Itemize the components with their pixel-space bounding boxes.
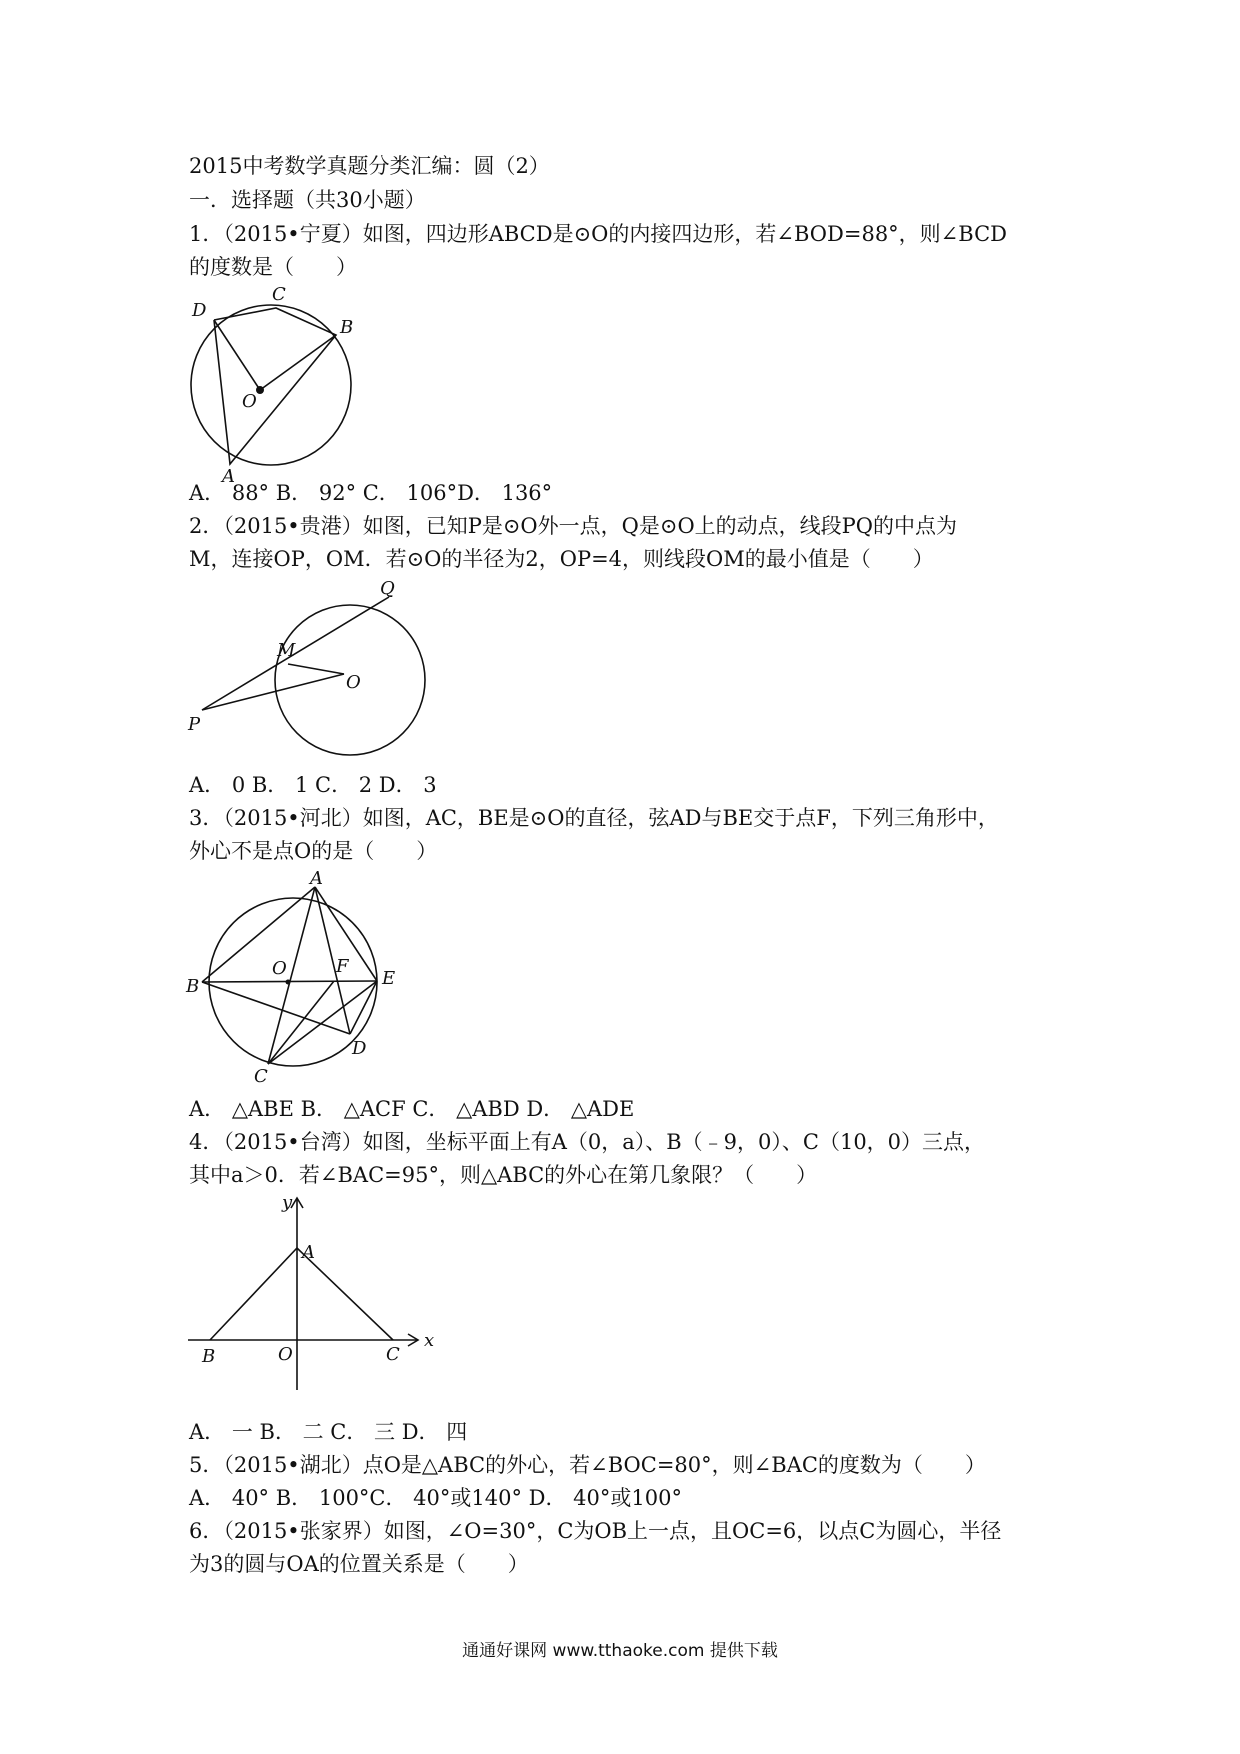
segment-mo [288,664,344,674]
segment-ab [202,887,315,982]
figure-3 [180,868,420,1088]
question-1-options: A． 88° B． 92° C． 106°D． 136° [189,481,553,505]
figure-2 [180,580,440,765]
label-b: B [186,976,200,997]
figure-1 [180,280,360,485]
label-c: C [254,1066,268,1087]
label-a: A [222,466,235,485]
question-2-line-1: 2．（2015•贵港）如图，已知P是⊙O外一点，Q是⊙O上的动点，线段PQ的中点为 [189,514,958,538]
label-m: M [277,640,296,661]
label-d: D [192,300,207,321]
label-b: B [202,1346,216,1367]
label-y: y [282,1192,293,1213]
label-o: O [242,391,257,412]
label-x: x [424,1330,435,1351]
label-d: D [352,1038,367,1059]
label-o: O [278,1344,293,1365]
question-5-options: A． 40° B． 100°C． 40°或140° D． 40°或100° [189,1486,682,1510]
label-b: B [340,317,354,338]
question-6-line-2: 为3的圆与OA的位置关系是（ ） [189,1552,529,1576]
question-5-line-1: 5．（2015•湖北）点O是△ABC的外心，若∠BOC=80°，则∠BAC的度数为（ ） [189,1453,986,1477]
segment-pq [202,597,389,710]
question-3-options: A． △ABE B． △ACF C． △ABD D． △ADE [189,1097,635,1121]
question-2-options: A． 0 B． 1 C． 2 D． 3 [189,773,437,797]
label-a: A [310,868,323,889]
label-p: P [188,714,201,735]
section-heading: 一．选择题（共30小题） [189,188,426,212]
label-o: O [272,958,287,979]
footer-source: 通通好课网 www.tthaoke.com 提供下载 [462,1641,778,1661]
label-f: F [336,956,349,977]
segment-cf [268,981,334,1064]
label-e: E [382,968,396,989]
segment-po [202,674,344,710]
question-4-line-1: 4．（2015•台湾）如图，坐标平面上有A（0，a）、B（﹣9，0）、C（10，0）三点， [189,1130,986,1154]
center-dot [256,386,264,394]
label-q: Q [380,580,395,599]
page-title: 2015中考数学真题分类汇编：圆（2） [189,154,550,178]
question-1-line-2: 的度数是（ ） [189,255,357,279]
question-4-line-2: 其中a＞0．若∠BAC=95°，则△ABC的外心在第几象限？（ ） [189,1163,818,1187]
question-3-line-1: 3．（2015•河北）如图，AC，BE是⊙O的直径，弦AD与BE交于点F，下列三角形中， [189,806,999,830]
question-3-line-2: 外心不是点O的是（ ） [189,839,438,863]
question-4-options: A． 一 B． 二 C． 三 D． 四 [189,1420,468,1444]
figure-4 [180,1190,450,1400]
question-2-line-2: M，连接OP，OM．若⊙O的半径为2，OP=4，则线段OM的最小值是（ ） [189,547,934,571]
label-o: O [346,672,361,693]
question-1-line-1: 1．（2015•宁夏）如图，四边形ABCD是⊙O的内接四边形，若∠BOD=88°，则∠BCD [189,222,1008,246]
quad-abcd [214,308,336,464]
label-a: A [302,1242,315,1263]
label-c: C [386,1344,400,1365]
question-6-line-1: 6．（2015•张家界）如图，∠O=30°，C为OB上一点，且OC=6，以点C为圆心，半径 [189,1519,1002,1543]
center-dot [286,980,291,985]
label-c: C [272,284,286,305]
